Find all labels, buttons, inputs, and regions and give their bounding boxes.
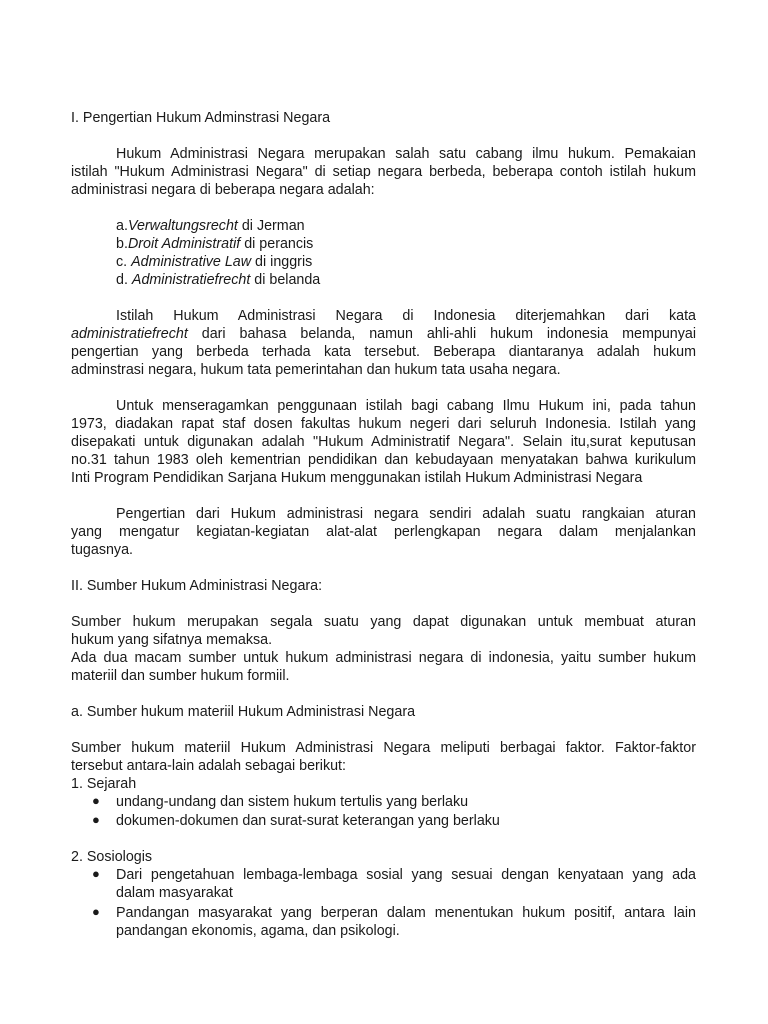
section-1-para-1-line-2: istilah "Hukum Administrasi Negara" di setiap negara berbeda, beberapa contoh istilah hukum — [71, 164, 696, 180]
bullet-icon: ● — [92, 904, 100, 919]
factor-2-bullet-1-line-1: Dari pengetahuan lembaga-lembaga sosial yang sesuai dengan kenyataan yang ada — [116, 867, 696, 883]
factor-1-bullet-2: dokumen-dokumen dan surat-surat keterangan yang berlaku — [116, 813, 500, 829]
section-2-para-1-line-1: Sumber hukum merupakan segala suatu yang dapat digunakan untuk membuat aturan — [71, 614, 696, 630]
section-1-para-1-line-3: administrasi negara di beberapa negara adalah: — [71, 182, 375, 198]
bullet-icon: ● — [92, 812, 100, 827]
section-1-para-2-line-1: Istilah Hukum Administrasi Negara di Indonesia diterjemahkan dari kata — [116, 308, 696, 324]
section-2-heading: II. Sumber Hukum Administrasi Negara: — [71, 578, 323, 594]
section-2-para-2-line-1: Sumber hukum materiil Hukum Administrasi Negara meliputi berbagai faktor. Faktor-faktor — [71, 740, 696, 756]
factor-2-bullet-2-line-2: pandangan ekonomis, agama, dan psikologi. — [116, 923, 400, 939]
section-1-para-2-line-4: adminstrasi negara, hukum tata pemerintahan dan hukum tata usaha negara. — [71, 362, 561, 378]
section-1-para-4-line-2: yang mengatur kegiatan-kegiatan alat-alat perlengkapan negara dalam menjalankan — [71, 524, 696, 540]
factor-2-title: 2. Sosiologis — [71, 849, 153, 865]
section-2-subheading: a. Sumber hukum materiil Hukum Administrasi Negara — [71, 704, 416, 720]
section-1-para-3-line-4: no.31 tahun 1983 oleh kementrian pendidikan dan kebudayaan menyatakan bahwa kurikulum — [71, 452, 696, 468]
section-2-para-1-line-3: Ada dua macam sumber untuk hukum administrasi negara di indonesia, yaitu sumber hukum — [71, 650, 696, 666]
bullet-icon: ● — [92, 866, 100, 881]
factor-1-bullet-1: undang-undang dan sistem hukum tertulis yang berlaku — [116, 794, 469, 810]
section-1-para-4-line-3: tugasnya. — [71, 542, 133, 558]
term-item-b: b.Droit Administratif di perancis — [116, 236, 314, 252]
factor-1-title: 1. Sejarah — [71, 776, 137, 792]
term-item-d: d. Administratiefrecht di belanda — [116, 272, 321, 288]
section-1-para-1-line-1: Hukum Administrasi Negara merupakan salah satu cabang ilmu hukum. Pemakaian — [116, 146, 696, 162]
bullet-icon: ● — [92, 793, 100, 808]
factor-2-bullet-1-line-2: dalam masyarakat — [116, 885, 233, 901]
section-2-para-2-line-2: tersebut antara-lain adalah sebagai berikut: — [71, 758, 346, 774]
term-item-a: a.Verwaltungsrecht di Jerman — [116, 218, 305, 234]
term-item-c: c. Administrative Law di inggris — [116, 254, 313, 270]
section-1-para-3-line-2: 1973, diadakan rapat staf dosen fakultas hukum negeri dari seluruh Indonesia. Istilah yang — [71, 416, 696, 432]
section-2-para-1-line-4: materiil dan sumber hukum formiil. — [71, 668, 290, 684]
section-1-heading: I. Pengertian Hukum Adminstrasi Negara — [71, 110, 331, 126]
section-1-para-2-line-3: pengertian yang berbeda terhada kata tersebut. Beberapa diantaranya adalah hukum — [71, 344, 696, 360]
section-1-para-3-line-1: Untuk menseragamkan penggunaan istilah bagi cabang Ilmu Hukum ini, pada tahun — [116, 398, 696, 414]
section-1-para-4-line-1: Pengertian dari Hukum administrasi negara sendiri adalah suatu rangkaian aturan — [116, 506, 696, 522]
section-2-para-1-line-2: hukum yang sifatnya memaksa. — [71, 632, 273, 648]
factor-2-bullet-2-line-1: Pandangan masyarakat yang berperan dalam menentukan hukum positif, antara lain — [116, 905, 696, 921]
section-1-para-3-line-3: disepakati untuk digunakan adalah "Hukum Administratif Negara". Selain itu,surat keputusan — [71, 434, 696, 450]
section-1-para-2-line-2: administratiefrecht dari bahasa belanda, namun ahli-ahli hukum indonesia mempunyai — [71, 326, 696, 342]
section-1-para-3-line-5: Inti Program Pendidikan Sarjana Hukum menggunakan istilah Hukum Administrasi Negara — [71, 470, 643, 486]
